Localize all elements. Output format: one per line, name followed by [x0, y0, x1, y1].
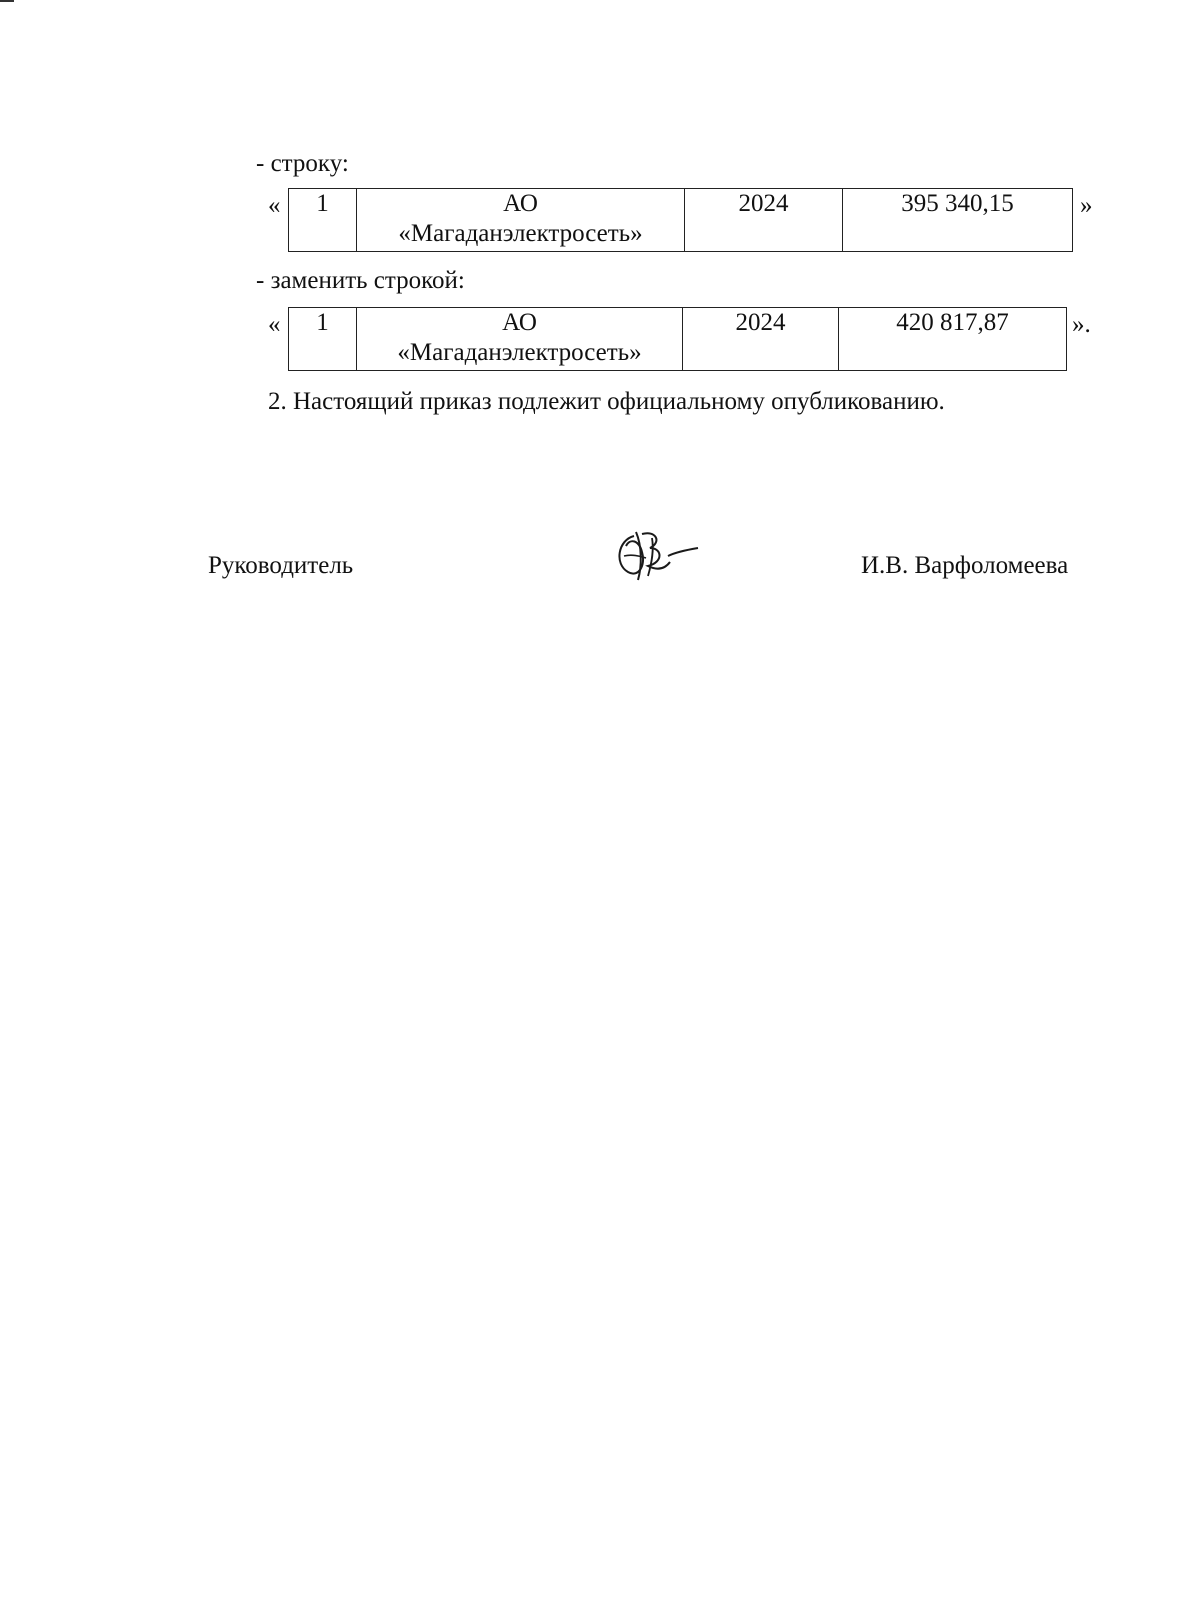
- handwritten-signature-icon: [612, 526, 702, 584]
- old-row-quote-open: «: [268, 192, 281, 219]
- new-row-org-cell: [357, 308, 683, 371]
- signature-name: И.В. Варфоломеева: [861, 552, 1069, 579]
- new-row-year-cell: [683, 308, 839, 371]
- new-row-amount-cell: [839, 308, 1067, 371]
- new-row-org-line1: АО: [502, 309, 537, 336]
- old-row-org-line1: АО: [503, 190, 538, 217]
- signature-position: Руководитель: [208, 552, 354, 579]
- old-row-quote-close: »: [1080, 192, 1093, 219]
- intro-replace-label: - строку:: [256, 150, 349, 177]
- new-row-quote-close: ».: [1072, 311, 1091, 338]
- old-row-num-cell: [289, 189, 357, 252]
- new-row-year: 2024: [735, 309, 786, 336]
- new-row-amount: 420 817,87: [896, 309, 1009, 336]
- clause-2-text: 2. Настоящий приказ подлежит официальному опубликованию.: [268, 388, 945, 415]
- new-row-quote-open: «: [268, 311, 281, 338]
- old-row-year-cell: [685, 189, 843, 252]
- old-row-year: 2024: [738, 190, 789, 217]
- old-row-table: [288, 188, 1073, 252]
- table-row: [289, 189, 1073, 252]
- new-row-org-line2: «Магаданэлектросеть»: [397, 339, 642, 366]
- intro-with-label: - заменить строкой:: [256, 267, 465, 294]
- new-row-table: [288, 307, 1067, 371]
- table-row: [289, 308, 1067, 371]
- new-row-num-cell: [289, 308, 357, 371]
- old-row-org-cell: [357, 189, 685, 252]
- old-row-amount-cell: [843, 189, 1073, 252]
- old-row-org-line2: «Магаданэлектросеть»: [398, 220, 643, 247]
- old-row-amount: 395 340,15: [901, 190, 1014, 217]
- scan-edge-mark: [0, 0, 14, 2]
- new-row-num: 1: [316, 309, 329, 336]
- old-row-num: 1: [316, 190, 329, 217]
